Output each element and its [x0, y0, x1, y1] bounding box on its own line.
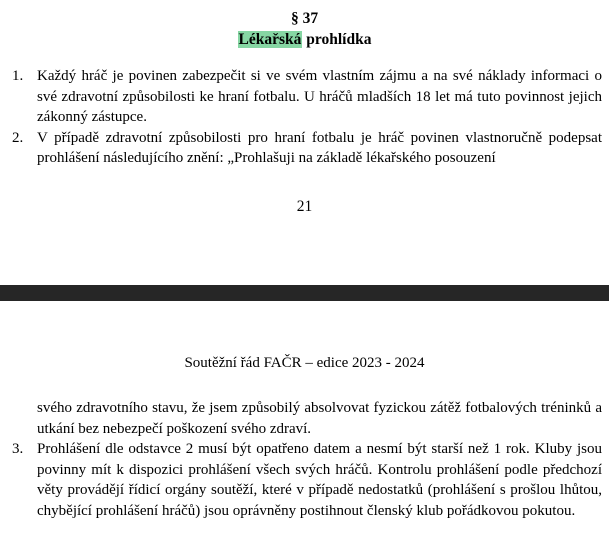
list-item-text: Prohlášení dle odstavce 2 musí být opatřeno datem a nesmí být starší než 1 rok. Kluby jsou povinny mít k dispozici prohlášení všech svých hráčů. Kontrolu prohlášení podle předchozí věty provádějí řídicí orgány soutěží, které v případě nedostatků (prohlášení s prošlou lhůtou, chybějící prohlášení hráčů) jsou oprávněny postihnout členský klub pořádkovou pokutou. — [37, 441, 602, 519]
page-separator — [0, 285, 609, 301]
section-title-rest: prohlídka — [302, 31, 372, 48]
list-item-number: 1. — [12, 68, 24, 84]
paragraph-list-bottom — [0, 398, 609, 521]
list-item — [12, 66, 602, 128]
section-number: § 37 — [290, 10, 319, 27]
list-item-text: V případě zdravotní způsobilosti pro hraní fotbalu je hráč povinen vlastnoručně podepsat prohlášení následujícího znění: „Prohlašuji na základě lékařského posouzení — [37, 129, 602, 166]
document-page-bottom — [0, 301, 609, 542]
continuation-paragraph — [37, 398, 602, 439]
list-item — [12, 439, 602, 521]
section-title — [0, 30, 609, 50]
list-item-number: 2. — [12, 129, 24, 146]
running-header: Soutěžní řád FAČR – edice 2023 - 2024 — [184, 355, 425, 371]
page-number: 21 — [296, 198, 313, 215]
paragraph-list-top — [0, 66, 609, 169]
continuation-text: svého zdravotního stavu, že jsem způsobilý absolvovat fyzickou zátěž fotbalových tréninků a utkání bez nebezpečí poškození svého zdraví. — [37, 400, 602, 437]
list-item — [12, 128, 602, 169]
list-item-number: 3. — [12, 441, 24, 457]
list-item-text: Každý hráč je povinen zabezpečit si ve svém vlastním zájmu a na své náklady informaci o své zdravotní způsobilosti ke hraní fotbalu. U hráčů mladších 18 let má tuto povinnost jejich zákonný zástupce. — [37, 68, 602, 125]
search-highlight: Lékařská — [238, 31, 302, 48]
